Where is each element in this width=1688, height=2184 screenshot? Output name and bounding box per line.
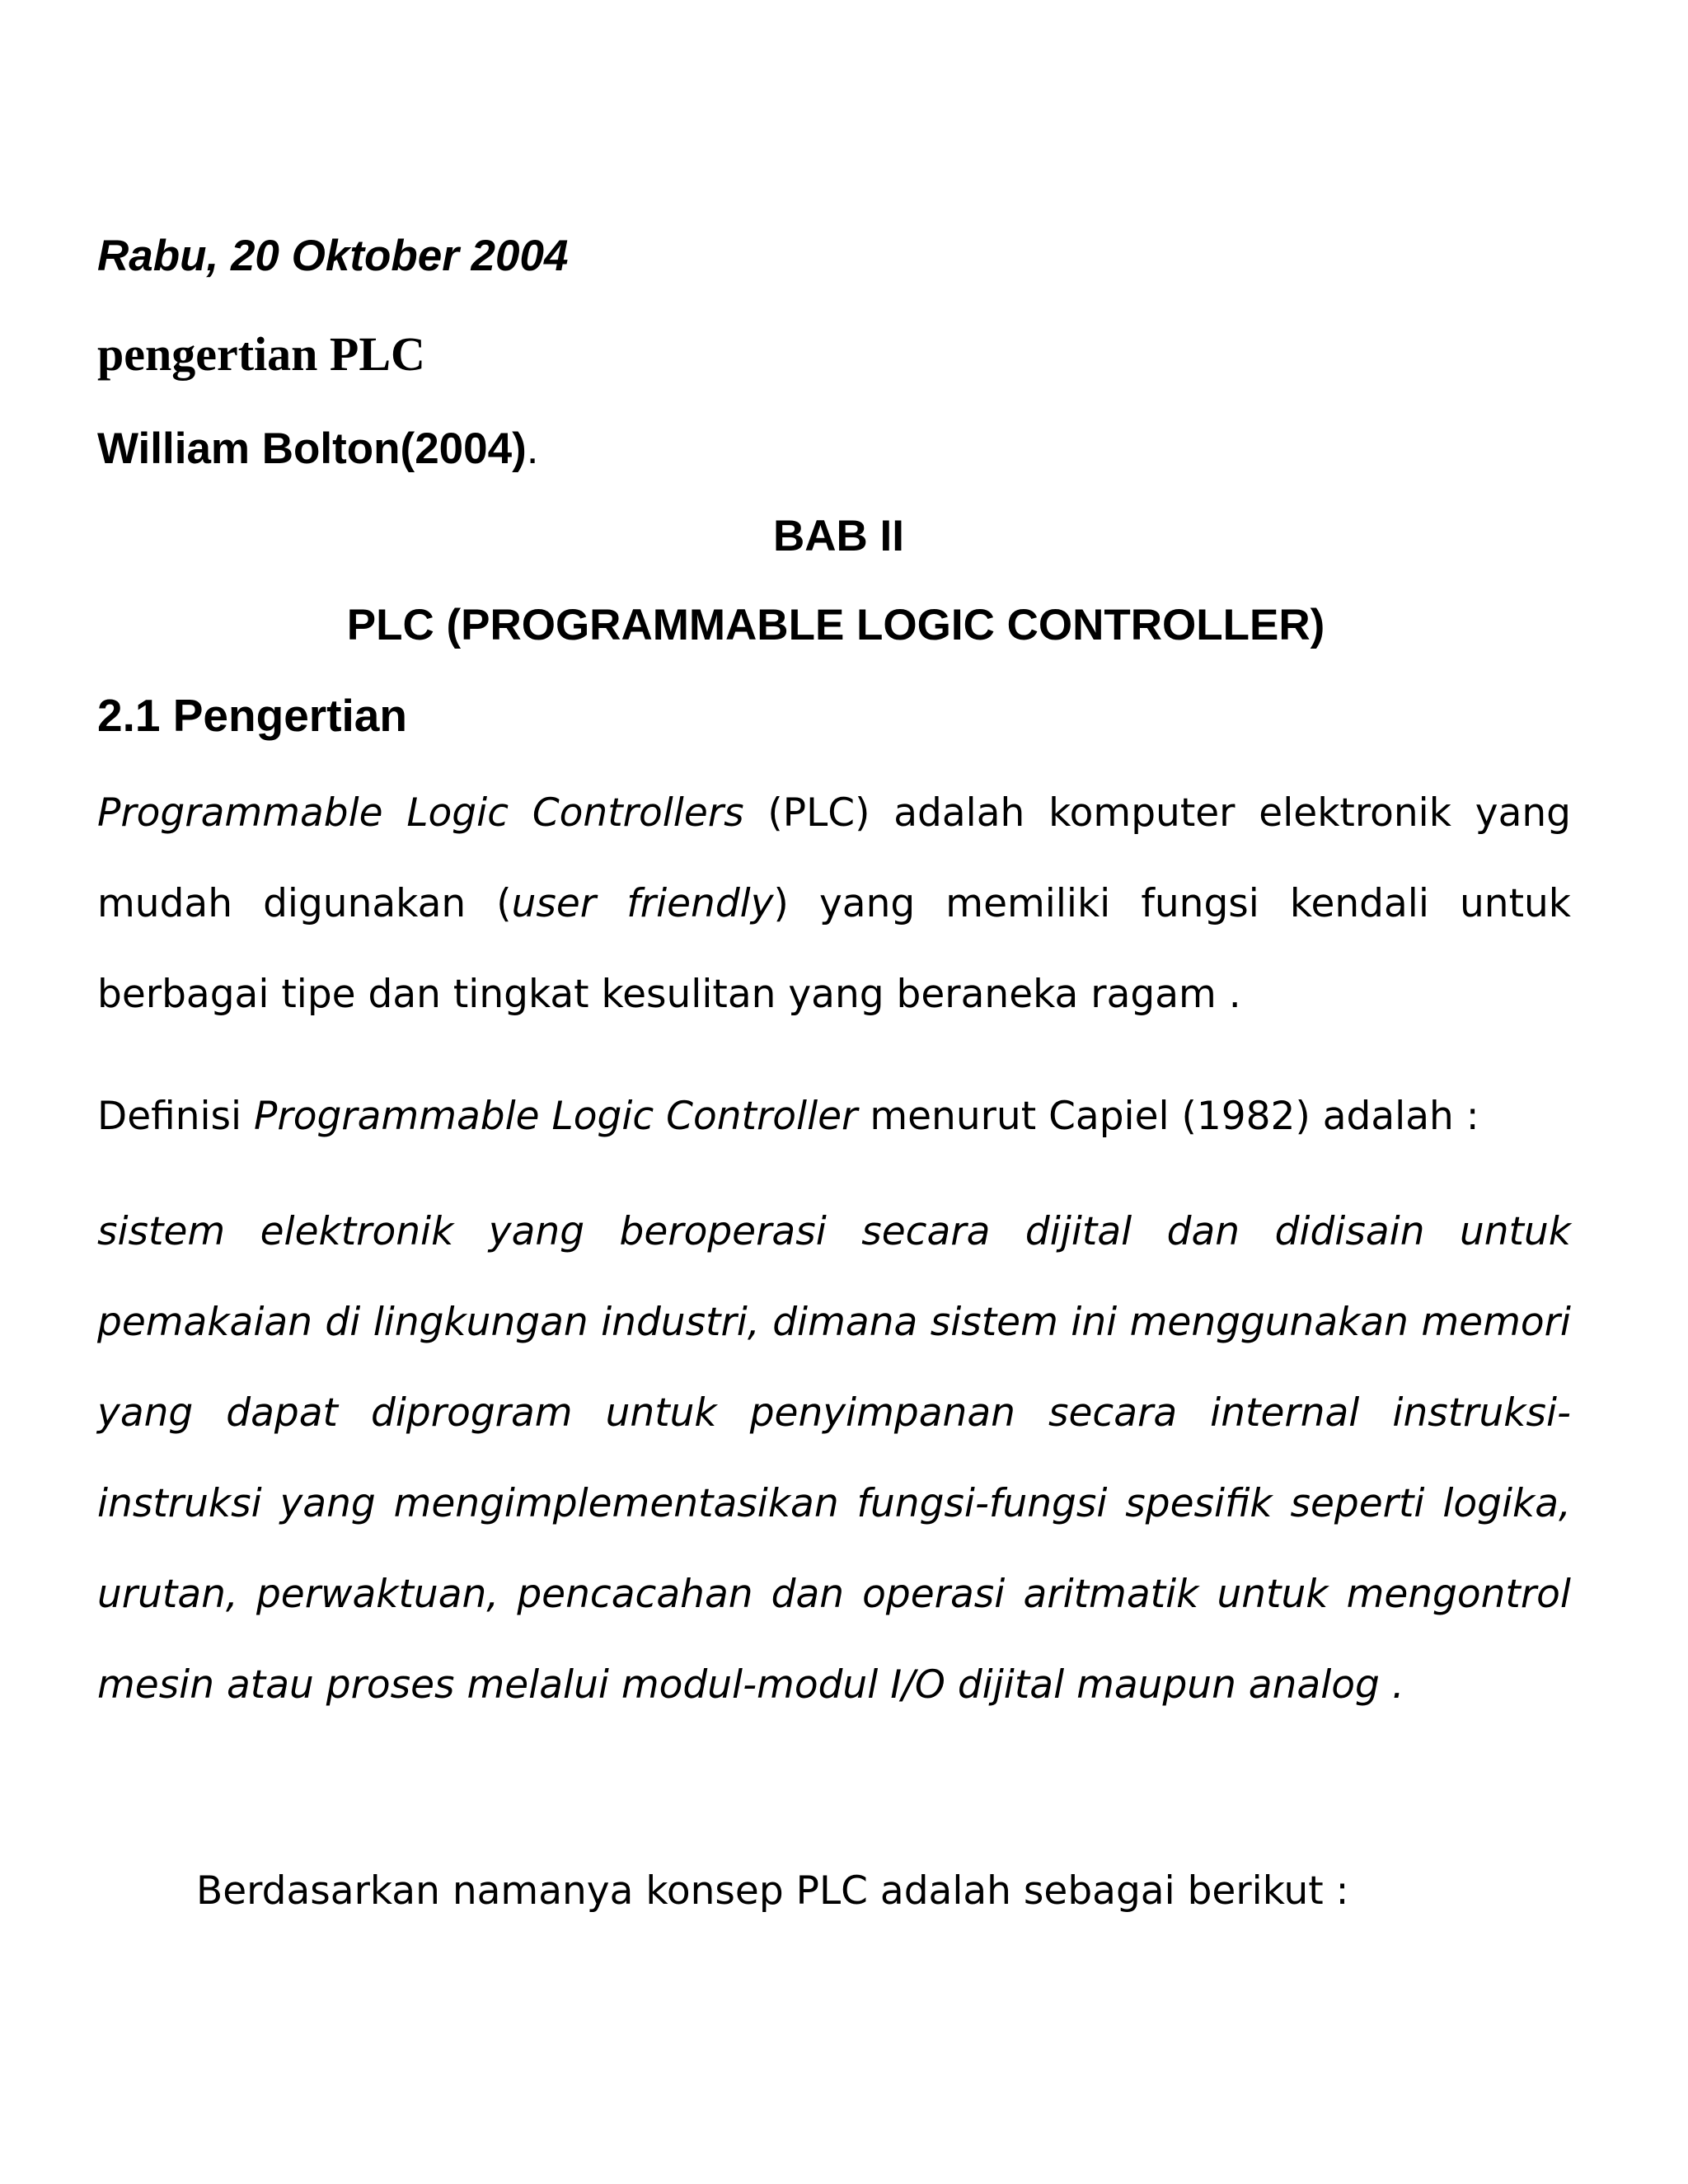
post-date: Rabu, 20 Oktober 2004 xyxy=(97,232,569,280)
chapter-title: PLC (PROGRAMMABLE LOGIC CONTROLLER) xyxy=(346,601,1325,649)
definition-quote: sistem elektronik yang beroperasi secara dijital dan didisain untuk pemakaian di lingkungan industri, dimana sistem ini menggunakan memori yang dapat diprogram untuk penyimpanan secara internal instruksi-instruksi yang mengimplementasikan fungsi-fungsi spesifik seperti logika, urutan, perwaktuan, pencacahan dan operasi aritmatik untuk mengontrol mesin atau proses melalui modul-modul I/O dijital maupun analog . xyxy=(97,1209,1571,1708)
author-citation xyxy=(97,424,539,474)
author-suffix: . xyxy=(526,424,539,473)
paragraph-text: ) yang memiliki fungsi kendali untuk berbagai tipe dan tingkat kesulitan yang beraneka ragam . xyxy=(97,881,1572,1017)
paragraph-concept: Berdasarkan namanya konsep PLC adalah sebagai berikut : xyxy=(196,1868,1349,1914)
author-name: William Bolton(2004) xyxy=(97,424,527,473)
paragraph-plc-intro xyxy=(97,768,1571,1040)
term-plc: Programmable Logic Controllers xyxy=(97,790,744,836)
post-subject: pengertian PLC xyxy=(97,327,425,381)
paragraph-text: menurut Capiel (1982) adalah : xyxy=(857,1094,1479,1139)
paragraph-definition-intro xyxy=(97,1071,1571,1162)
paragraph-text: (PLC) adalah komputer elektronik yang mudah digunakan ( xyxy=(97,790,1571,926)
chapter-number: BAB II xyxy=(773,512,904,560)
section-heading: 2.1 Pengertian xyxy=(97,690,407,741)
paragraph-text: Definisi xyxy=(97,1094,255,1139)
term-user-friendly: user friendly xyxy=(511,881,774,926)
term-plc-singular: Programmable Logic Controller xyxy=(254,1094,858,1139)
